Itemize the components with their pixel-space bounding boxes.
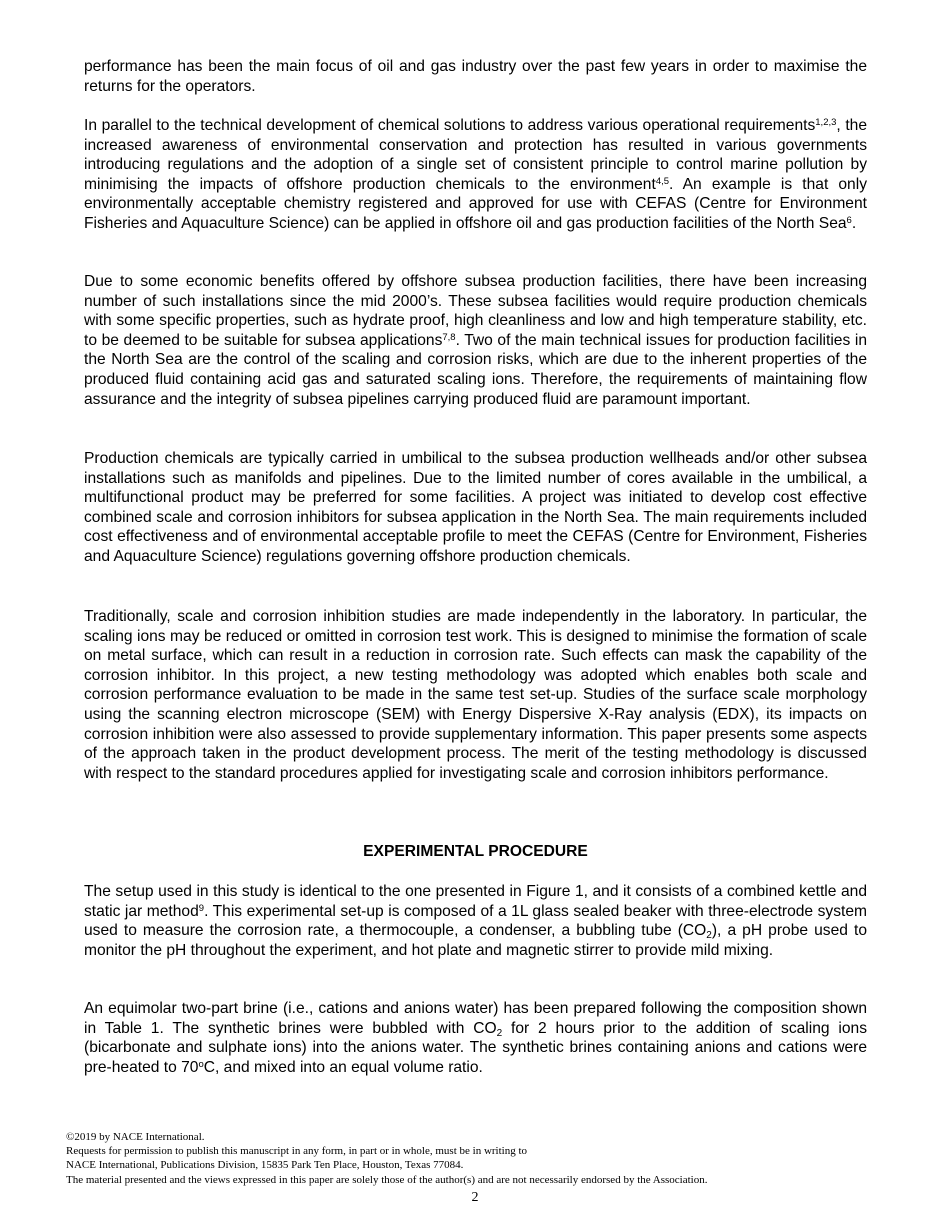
paragraph-production-chemicals: Production chemicals are typically carried in umbilical to the subsea production wellheads and/or other subsea installations such as manifolds and pipelines. Due to the limited number of cores available in the umbilical, a multifunctional product may be preferred for some facilities. A project was initiated to develop cost effective combined scale and corrosion inhibitors for subsea application in the North Sea. The main requirements included cost effectiveness and of environmental acceptable profile to meet the CEFAS (Centre for Environment, Fisheries and Aquaculture Science) regulations governing offshore production chemicals. [84, 450, 867, 565]
subscript: 2 [706, 930, 712, 942]
paragraph-subsea-facilities [84, 272, 867, 409]
reference-superscript: 1,2,3 [815, 117, 837, 128]
text-segment: An equimolar two-part brine (i.e., cations and anions water) has been prepared following the composition shown in Table 1. The synthetic brines were bubbled with CO [84, 1000, 867, 1037]
text-segment: ), a pH probe used to monitor the pH throughout the experiment, and hot plate and magnetic stirrer to provide mild mixing. [84, 922, 867, 959]
subscript: 2 [496, 1027, 503, 1039]
paragraph-brine-preparation [84, 999, 867, 1077]
paragraph-experimental-setup [84, 882, 867, 960]
paragraph-inhibition-studies: Traditionally, scale and corrosion inhibition studies are made independently in the laboratory. In particular, the scaling ions may be reduced or omitted in corrosion test work. This is designed to minimise the formation of scale on metal surface, which can result in a reduction in corrosion rate. Such effects can mask the capability of the corrosion inhibitor. In this project, a new testing methodology was adopted which enables both scale and corrosion performance evaluation to be made in the same test set-up. Studies of the surface scale morphology using the scanning electron microscope (SEM) with Energy Dispersive X-Ray analysis (EDX), its impacts on corrosion inhibition were also assessed to provide supplementary information. This paper presents some aspects of the approach taken in the product development process. The merit of the testing methodology is discussed with respect to the standard procedures applied for investigating scale and corrosion inhibitors performance. [84, 608, 867, 782]
reference-superscript: 9 [198, 902, 205, 914]
text-segment: C, and mixed into an equal volume ratio. [203, 1058, 483, 1076]
paragraph-intro-continuation: performance has been the main focus of oil and gas industry over the past few years in order to maximise the returns for the operators. [84, 58, 867, 95]
text-segment: . Two of the main technical issues for production facilities in the North Sea are the control of the scaling and corrosion risks, which are due to the inherent properties of the produced fluid containing acid gas and saturated scaling ions. Therefore, the requirements of maintaining flow assurance and the integrity of subsea pipelines carrying produced fluid are paramount important. [84, 331, 867, 408]
section-heading-experimental-procedure: EXPERIMENTAL PROCEDURE [363, 843, 588, 860]
text-segment: Due to some economic benefits offered by offshore subsea production facilities, there have been increasing number of such installations since the mid 2000’s. These subsea facilities would require production chemicals with some specific properties, such as hydrate proof, high cleanliness and low and high temperature stability, etc. to be deemed to be suitable for subsea applications [84, 273, 867, 349]
text-segment: The setup used in this study is identical to the one presented in Figure 1, and it consists of a combined kettle and static jar method [84, 883, 867, 920]
footer-permission: Requests for permission to publish this manuscript in any form, in part or in whole, must be in writing to [66, 1145, 528, 1158]
text-segment: . An example is that only environmentally acceptable chemistry registered and approved for use with CEFAS (Centre for Environment Fisheries and Aquaculture Science) can be applied in offshore oil and gas production facilities of the North Sea [84, 175, 867, 232]
reference-superscript: 4,5 [655, 175, 670, 187]
paragraph-regulations [84, 116, 867, 234]
text-segment: , the increased awareness of environmental conservation and protection has resulted in various governments introducing regulations and the adoption of a single set of consistent principle to control marine pollution by minimising the impacts of offshore production chemicals to the environment [84, 117, 867, 193]
text-segment: . [851, 214, 857, 232]
text-segment: . This experimental set-up is composed of a 1L glass sealed beaker with three-electrode system used to measure the corrosion rate, a thermocouple, a condenser, a bubbling tube (CO [84, 902, 868, 940]
reference-superscript: 7,8 [442, 331, 456, 343]
footer-address: NACE International, Publications Division, 15835 Park Ten Place, Houston, Texas 77084. [66, 1159, 464, 1172]
text-segment: for 2 hours prior to the addition of scaling ions (bicarbonate and sulphate ions) into the anions water. The synthetic brines containing anions and cations were pre-heated to 70 [84, 1019, 868, 1076]
footer-disclaimer: The material presented and the views expressed in this paper are solely those of the author(s) and are not necessarily endorsed by the Association. [66, 1173, 708, 1186]
degree-superscript: o [198, 1058, 204, 1070]
page-number: 2 [471, 1190, 479, 1205]
reference-superscript: 6 [846, 214, 852, 226]
footer-copyright: ©2019 by NACE International. [66, 1131, 205, 1143]
page-footer [66, 1130, 886, 1187]
text-segment: In parallel to the technical development of chemical solutions to address various operational requirements [84, 117, 816, 134]
